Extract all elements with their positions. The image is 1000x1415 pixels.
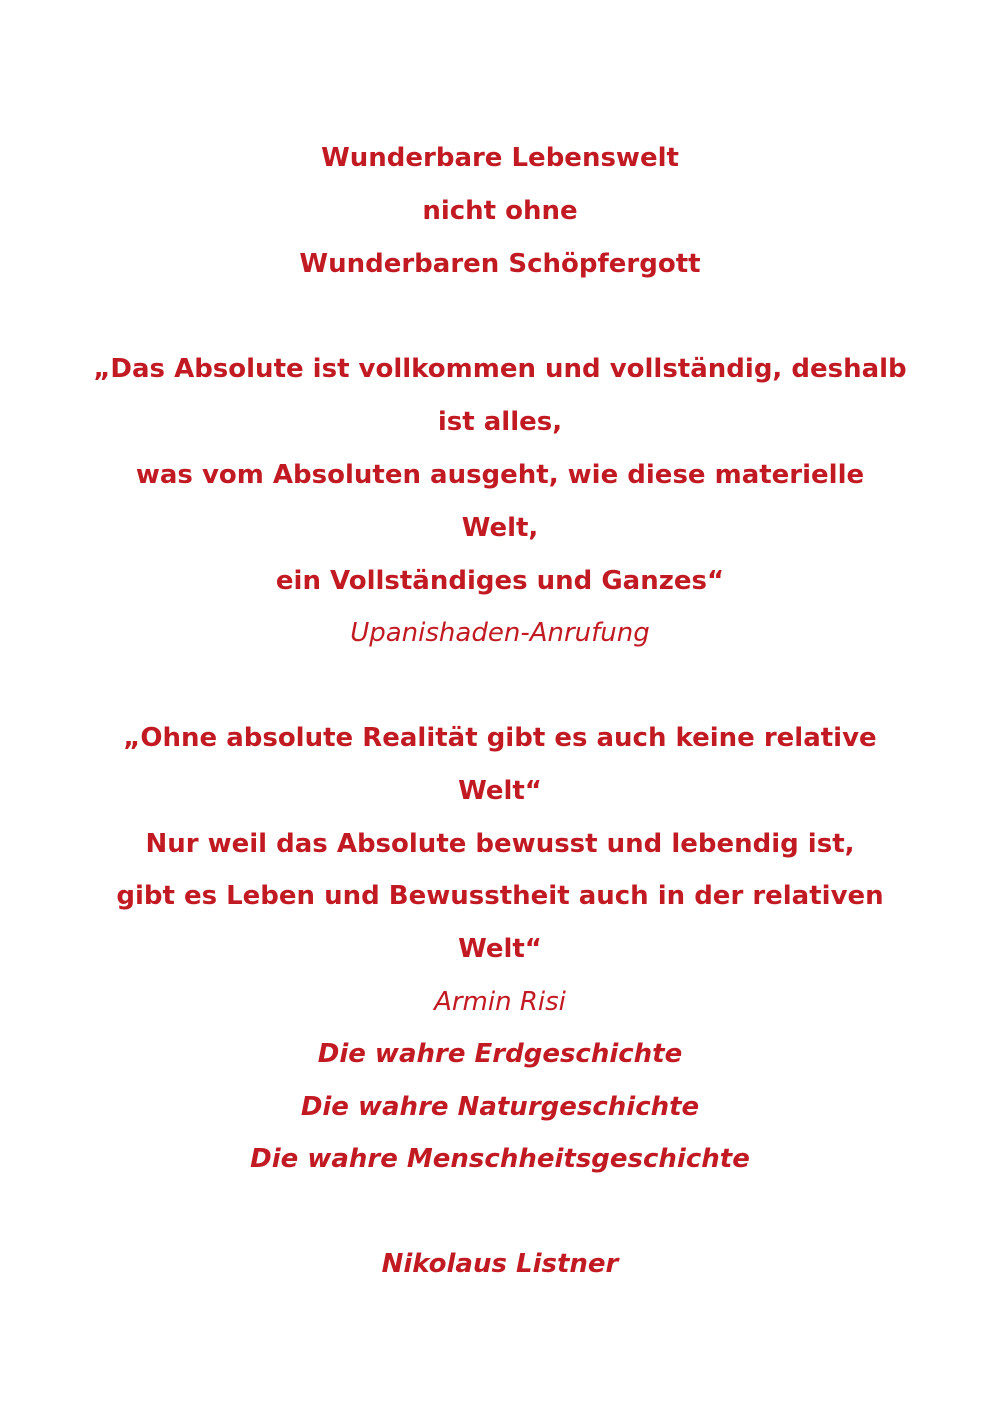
subtitle-line-1: Die wahre Erdgeschichte bbox=[317, 1039, 683, 1069]
quote2-line-1: „Ohne absolute Realität gibt es auch keine relative bbox=[123, 723, 877, 753]
quote1-line-4: Welt, bbox=[461, 513, 539, 543]
quote1-line-3: was vom Absoluten ausgeht, wie diese materielle bbox=[135, 460, 865, 490]
quote2-line-4: gibt es Leben und Bewusstheit auch in der relativen bbox=[116, 881, 884, 911]
quote2-line-3: Nur weil das Absolute bewusst und lebendig ist, bbox=[145, 829, 855, 859]
quote1-line-2: ist alles, bbox=[437, 407, 563, 437]
title-line-2: nicht ohne bbox=[422, 196, 578, 226]
title-line-1: Wunderbare Lebenswelt bbox=[321, 143, 679, 173]
quote2-line-5: Welt“ bbox=[458, 934, 542, 964]
quote1-source: Upanishaden-Anrufung bbox=[350, 618, 650, 648]
author-name: Nikolaus Listner bbox=[381, 1249, 619, 1279]
quote1-line-1: „Das Absolute ist vollkommen und vollständig, deshalb bbox=[93, 354, 907, 384]
quote1-line-5: ein Vollständiges und Ganzes“ bbox=[275, 566, 725, 596]
subtitle-line-2: Die wahre Naturgeschichte bbox=[300, 1092, 700, 1122]
subtitle-line-3: Die wahre Menschheitsgeschichte bbox=[250, 1144, 750, 1174]
quote2-line-2: Welt“ bbox=[458, 776, 542, 806]
quote2-source: Armin Risi bbox=[434, 987, 566, 1017]
title-line-3: Wunderbaren Schöpfergott bbox=[299, 249, 701, 279]
